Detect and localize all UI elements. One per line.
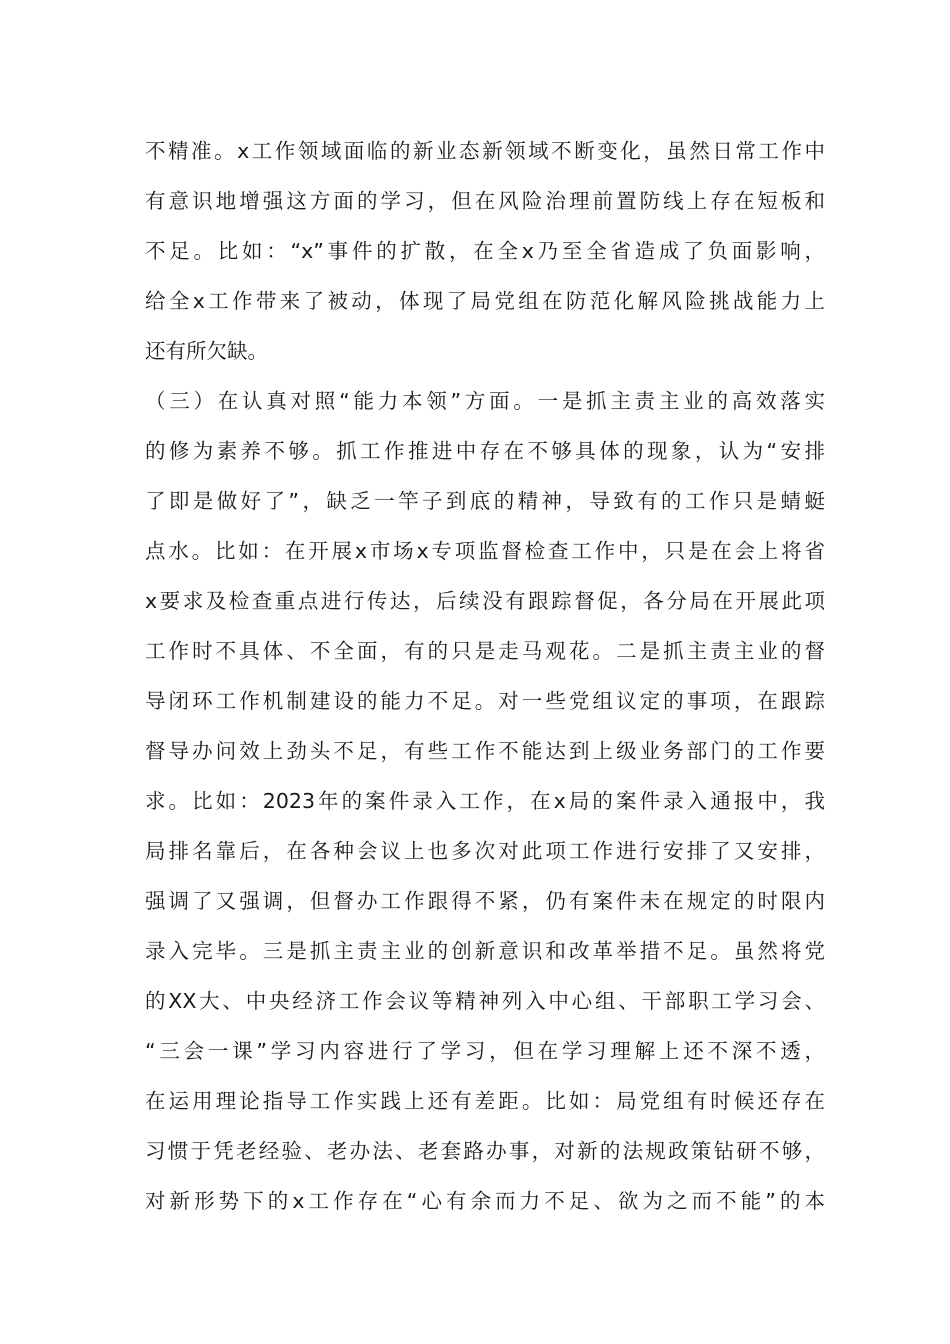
text-line: 对新形势下的x工作存在“心有余而力不足、欲为之而不能”的本: [145, 1189, 825, 1213]
text-line: 习惯于凭老经验、老办法、老套路办事，对新的法规政策钻研不够，: [145, 1139, 825, 1163]
text-line: 导闭环工作机制建设的能力不足。对一些党组议定的事项，在跟踪: [145, 689, 825, 713]
text-line: 录入完毕。三是抓主责主业的创新意识和改革举措不足。虽然将党: [145, 939, 825, 963]
text-line: 工作时不具体、不全面，有的只是走马观花。二是抓主责主业的督: [145, 639, 825, 663]
text-line: 强调了又强调，但督办工作跟得不紧，仍有案件未在规定的时限内: [145, 889, 825, 913]
text-line: 的修为素养不够。抓工作推进中存在不够具体的现象，认为“安排: [145, 439, 825, 463]
text-line: “三会一课”学习内容进行了学习，但在学习理解上还不深不透，: [145, 1039, 825, 1063]
text-line: 的XX大、中央经济工作会议等精神列入中心组、干部职工学习会、: [145, 989, 825, 1013]
text-line: 督导办问效上劲头不足，有些工作不能达到上级业务部门的工作要: [145, 739, 825, 763]
text-line: 局排名靠后，在各种会议上也多次对此项工作进行安排了又安排，: [145, 839, 825, 863]
text-line: 有意识地增强这方面的学习，但在风险治理前置防线上存在短板和: [145, 189, 825, 213]
text-line: 不精准。x工作领域面临的新业态新领域不断变化，虽然日常工作中: [145, 139, 825, 163]
text-line: 不足。比如：“x”事件的扩散，在全x乃至全省造成了负面影响，: [145, 239, 825, 263]
text-line: 点水。比如：在开展x市场x专项监督检查工作中，只是在会上将省: [145, 539, 825, 563]
section-heading-line: （三）在认真对照“能力本领”方面。一是抓主责主业的高效落实: [145, 389, 825, 413]
text-line: 了即是做好了”，缺乏一竿子到底的精神，导致有的工作只是蜻蜓: [145, 489, 825, 513]
text-line: 还有所欠缺。: [145, 339, 268, 363]
text-line: x要求及检查重点进行传达，后续没有跟踪督促，各分局在开展此项: [145, 589, 825, 613]
text-line: 求。比如：2023年的案件录入工作，在x局的案件录入通报中，我: [145, 789, 825, 813]
text-line: 在运用理论指导工作实践上还有差距。比如：局党组有时候还存在: [145, 1089, 825, 1113]
text-line: 给全x工作带来了被动，体现了局党组在防范化解风险挑战能力上: [145, 289, 825, 313]
